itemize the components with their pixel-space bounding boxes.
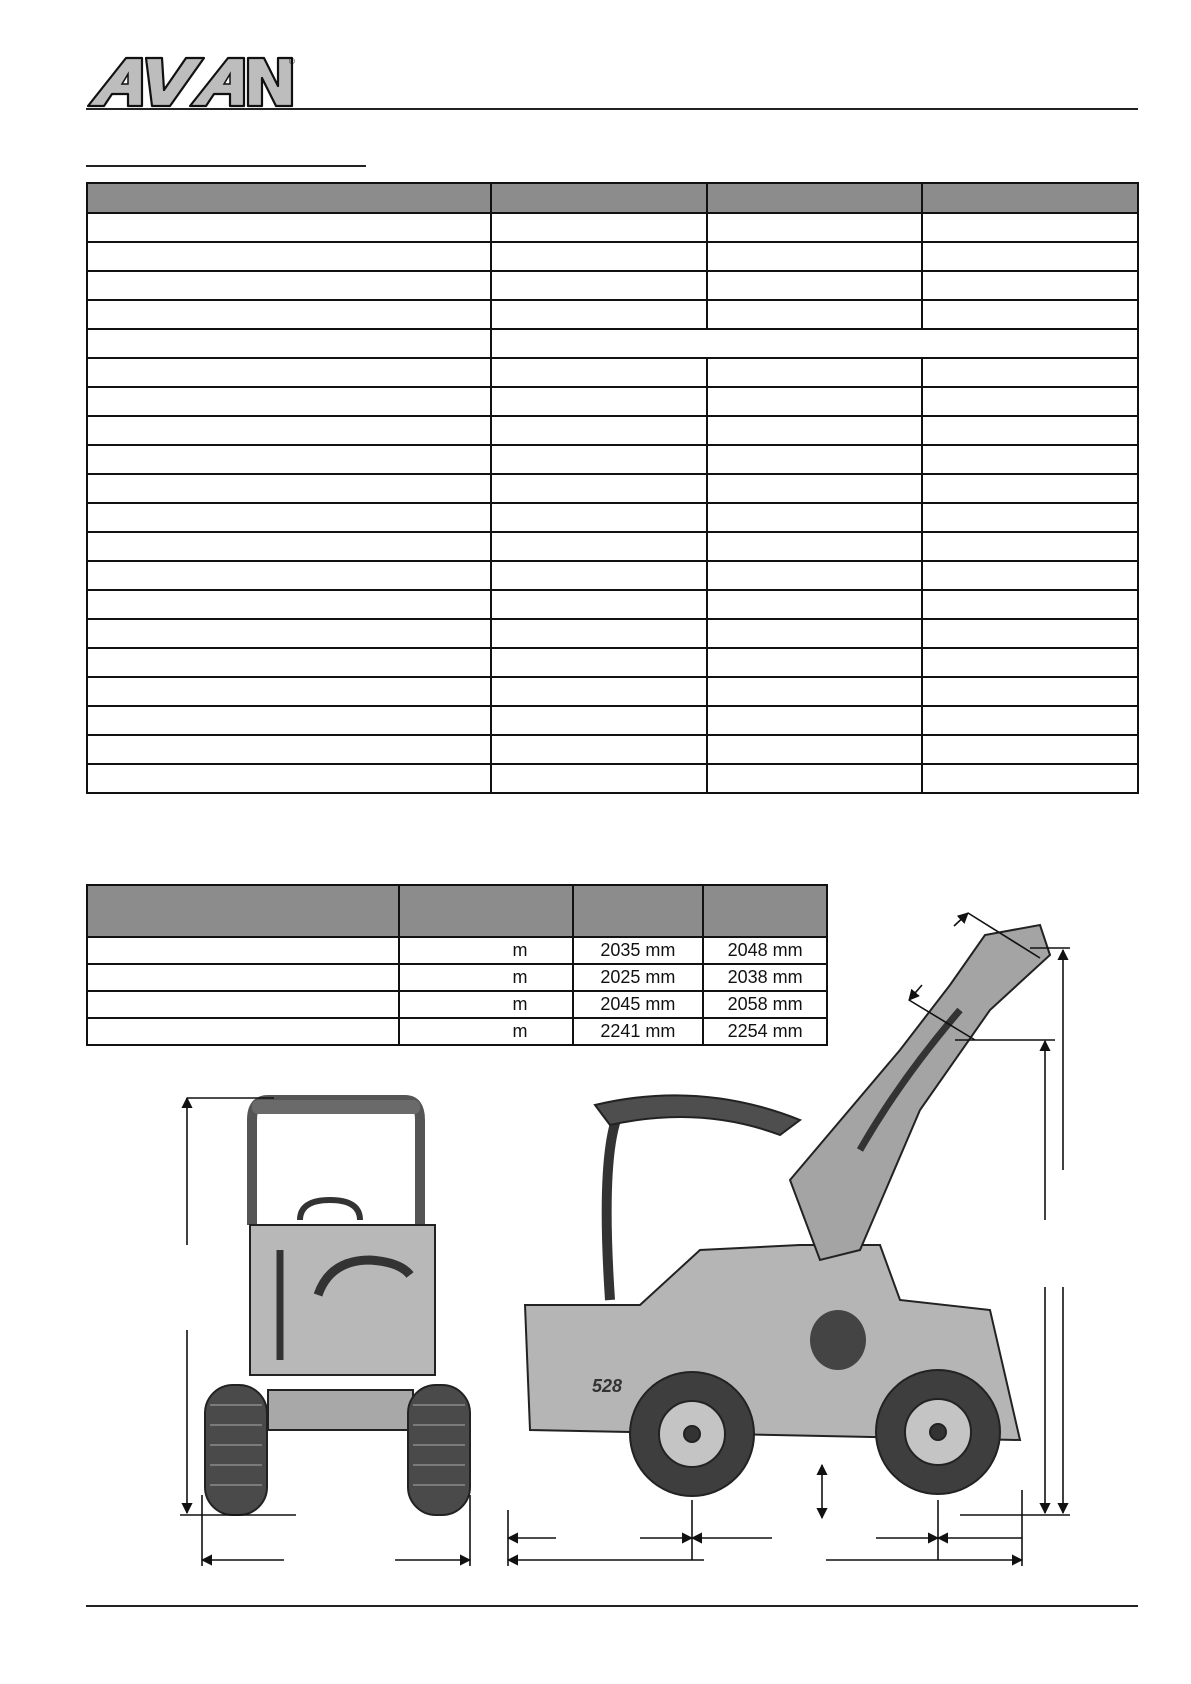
spec-header-cell xyxy=(87,183,491,213)
spec-cell xyxy=(491,648,707,677)
front-view-loader xyxy=(205,1100,470,1515)
side-view-loader xyxy=(525,925,1050,1496)
spec-cell xyxy=(707,590,923,619)
dimension-value-2: 2254 mm xyxy=(703,1018,827,1045)
spec-cell xyxy=(87,213,491,242)
spec-cell xyxy=(87,271,491,300)
spec-cell xyxy=(491,590,707,619)
spec-cell xyxy=(491,445,707,474)
spec-cell xyxy=(491,735,707,764)
spec-cell xyxy=(922,648,1138,677)
spec-cell xyxy=(707,561,923,590)
table-row xyxy=(87,735,1138,764)
spec-cell xyxy=(922,532,1138,561)
dimension-value-2: 2048 mm xyxy=(703,937,827,964)
spec-cell xyxy=(491,387,707,416)
spec-cell xyxy=(922,706,1138,735)
table-row xyxy=(87,242,1138,271)
table-row xyxy=(87,619,1138,648)
table-row xyxy=(87,677,1138,706)
spec-cell xyxy=(707,677,923,706)
model-badge: 528 xyxy=(592,1376,623,1396)
spec-cell xyxy=(707,735,923,764)
spec-cell xyxy=(707,532,923,561)
spec-cell xyxy=(87,735,491,764)
spec-cell xyxy=(707,503,923,532)
spec-cell xyxy=(87,300,491,329)
spec-cell xyxy=(922,619,1138,648)
dimension-unit: m xyxy=(399,964,573,991)
header-rule xyxy=(86,108,1138,110)
table-row xyxy=(87,213,1138,242)
spec-cell xyxy=(707,474,923,503)
spec-cell xyxy=(707,416,923,445)
spec-cell xyxy=(491,358,707,387)
spec-cell xyxy=(87,329,491,358)
spec-cell xyxy=(922,764,1138,793)
spec-cell xyxy=(707,387,923,416)
spec-cell xyxy=(707,764,923,793)
table-row xyxy=(87,387,1138,416)
table-row xyxy=(87,764,1138,793)
footer-rule xyxy=(86,1605,1138,1607)
loader-dimension-figure xyxy=(160,890,1080,1590)
spec-cell xyxy=(87,387,491,416)
table-row xyxy=(87,561,1138,590)
spec-cell xyxy=(922,213,1138,242)
spec-cell xyxy=(491,764,707,793)
table-row xyxy=(87,358,1138,387)
dimension-unit: m xyxy=(399,937,573,964)
spec-cell xyxy=(707,213,923,242)
spec-cell xyxy=(707,358,923,387)
dimension-value-2: 2038 mm xyxy=(703,964,827,991)
spec-cell xyxy=(922,271,1138,300)
avant-logo xyxy=(86,54,296,110)
spec-cell xyxy=(491,677,707,706)
spec-cell xyxy=(491,503,707,532)
table-row xyxy=(87,474,1138,503)
spec-cell xyxy=(707,242,923,271)
spec-cell xyxy=(87,561,491,590)
spec-cell xyxy=(922,590,1138,619)
spec-cell xyxy=(87,416,491,445)
dimension-value-1: 2045 mm xyxy=(573,991,704,1018)
spec-cell xyxy=(491,213,707,242)
spec-header-cell xyxy=(707,183,923,213)
table-row xyxy=(87,590,1138,619)
spec-cell xyxy=(707,271,923,300)
spec-cell xyxy=(922,300,1138,329)
spec-cell xyxy=(87,590,491,619)
spec-cell xyxy=(87,474,491,503)
table-row xyxy=(87,706,1138,735)
spec-cell xyxy=(922,445,1138,474)
spec-cell xyxy=(707,619,923,648)
table-row xyxy=(87,416,1138,445)
table-row xyxy=(87,271,1138,300)
table-row xyxy=(87,300,1138,329)
spec-header-cell xyxy=(922,183,1138,213)
dimension-unit: m xyxy=(399,1018,573,1045)
table-row xyxy=(87,503,1138,532)
spec-cell xyxy=(491,242,707,271)
spec-cell xyxy=(87,445,491,474)
spec-cell xyxy=(922,735,1138,764)
spec-cell xyxy=(491,619,707,648)
dimension-value-1: 2025 mm xyxy=(573,964,704,991)
spec-cell xyxy=(87,764,491,793)
spec-cell xyxy=(491,532,707,561)
dimension-value-1: 2035 mm xyxy=(573,937,704,964)
table-row xyxy=(87,329,1138,358)
spec-cell xyxy=(922,242,1138,271)
spec-cell xyxy=(707,445,923,474)
spec-cell xyxy=(87,677,491,706)
dimension-value-1: 2241 mm xyxy=(573,1018,704,1045)
spec-cell xyxy=(491,561,707,590)
spec-cell xyxy=(922,474,1138,503)
spec-cell xyxy=(491,271,707,300)
spec-cell xyxy=(922,561,1138,590)
spec-cell xyxy=(922,503,1138,532)
spec-cell xyxy=(922,677,1138,706)
spec-cell xyxy=(491,300,707,329)
table-row xyxy=(87,648,1138,677)
spec-cell xyxy=(87,706,491,735)
spec-cell xyxy=(491,474,707,503)
spec-cell xyxy=(707,648,923,677)
spec-cell xyxy=(87,648,491,677)
table-row xyxy=(87,532,1138,561)
spec-cell xyxy=(87,503,491,532)
spec-header-cell xyxy=(491,183,707,213)
spec-header-row xyxy=(87,183,1138,213)
section-title-underline xyxy=(86,165,366,167)
spec-cell xyxy=(922,387,1138,416)
spec-cell xyxy=(87,532,491,561)
spec-cell xyxy=(707,300,923,329)
spec-cell xyxy=(87,358,491,387)
spec-cell xyxy=(491,329,1138,358)
spec-cell xyxy=(491,706,707,735)
spec-cell xyxy=(922,416,1138,445)
spec-cell xyxy=(87,619,491,648)
spec-cell xyxy=(491,416,707,445)
spec-cell xyxy=(922,358,1138,387)
spec-cell xyxy=(707,706,923,735)
registered-mark: ® xyxy=(289,57,295,66)
specifications-table xyxy=(86,182,1139,794)
table-row xyxy=(87,445,1138,474)
dimension-value-2: 2058 mm xyxy=(703,991,827,1018)
spec-cell xyxy=(87,242,491,271)
dimension-unit: m xyxy=(399,991,573,1018)
